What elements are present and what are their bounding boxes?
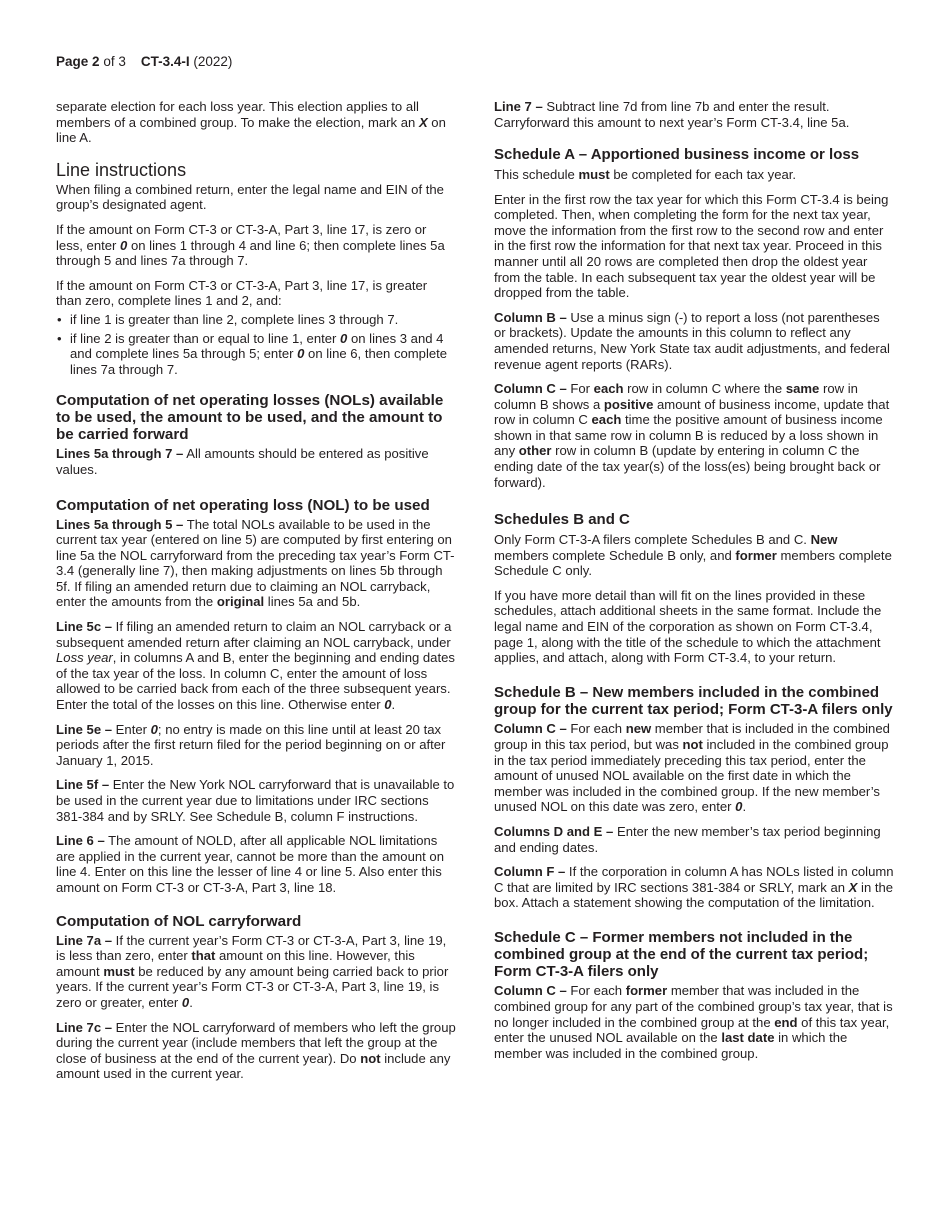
column-f-paragraph: Column F – If the corporation in column A has NOLs listed in column C that are limited by IRC sections 381-384 or SRLY, mark an X in the box. Attach a statement showing the computation of the limitation. [494, 864, 894, 911]
column-b-paragraph: Column B – Use a minus sign (-) to report a loss (not parentheses or brackets). Update the amounts in this column to reflect any amended returns, New York State tax audit adjustments, and federal revenue agent reports (RARs). [494, 309, 890, 372]
schedules-b-c-paragraph: Only Form CT-3-A filers complete Schedules B and C. New members complete Schedule B only, and former members complete Schedule C only. [494, 532, 892, 579]
schedule-a-first-row-paragraph: Enter in the first row the tax year for which this Form CT-3.4 is being completed. Then, when completing the form for the next tax year, move the information from the first row to the second row and enter in the first row the information for that next tax year. Proceed in this manner until all 20 rows are completed then drop the oldest year from the table. In each subsequent tax year the oldest year will be dropped from the table. [494, 191, 889, 301]
schedules-b-c-heading: Schedules B and C [494, 511, 630, 529]
combined-return-paragraph: When filing a combined return, enter the legal name and EIN of the group’s designated agent. [56, 181, 444, 213]
list-item: • if line 1 is greater than line 2, complete lines 3 through 7. [57, 311, 399, 327]
line-5f-paragraph: Line 5f – Enter the New York NOL carryforward that is unavailable to be used in the current year due to limitations under IRC sections 381-384 and by SRLY. See Schedule B, column F instructions. [56, 777, 455, 824]
greater-than-zero-paragraph: If the amount on Form CT-3 or CT-3-A, Part 3, line 17, is greater than zero, complete lines 1 and 2, and: [56, 277, 428, 309]
right-column [494, 99, 894, 1070]
lines-5a-5-paragraph: Lines 5a through 5 – The total NOLs available to be used in the current tax year (entered on line 5) are computed by first entering on line 5a the NOL carryforward from the preceding tax year’s Form CT-3.4 (generally line 7), then making adjustments on lines 5b through 5f. If filing an amended return due to claiming an NOL carryback, enter the amounts from the original lines 5a and 5b. [56, 516, 455, 610]
column-c-paragraph: Column C – For each row in column C where the same row in column B shows a positive amount of business income, update that row in column C each time the positive amount of business income shown in that same row in column B is reduced by a loss shown in any other row in column B (update by entering in column C the ending date of the tax year(s) of the loss(es) being brought back or forward). [494, 381, 890, 490]
line-6-paragraph: Line 6 – The amount of NOLD, after all applicable NOL limitations are applied in the current year, cannot be more than the amount on line 4. Enter on this line the lesser of line 4 or line 5. Also enter this amount on Form CT-3 or CT-3-A, Part 3, line 18. [56, 833, 444, 895]
left-column [56, 99, 456, 1091]
schedule-b-column-c-paragraph: Column C – For each new member that is included in the combined group in this tax period, but was not included in the combined group in the tax period immediately preceding this tax period, enter the amount of unused NOL available on the first date in which the member was included in the combined group. If the new member’s unused NOL on this date was zero, enter 0. [494, 721, 890, 815]
zero-or-less-paragraph: If the amount on Form CT-3 or CT-3-A, Part 3, line 17, is zero or less, enter 0 on lines 1 through 4 and line 6; then complete lines 5a through 5 and lines 7a through 7. [56, 221, 445, 269]
page-of-total: of 3 [103, 54, 126, 69]
lines-5a-7-paragraph: Lines 5a through 7 – All amounts should be entered as positive values. [56, 446, 429, 477]
nols-heading: Computation of net operating losses (NOLs) available to be used, the amount to be used, and the amount to be carried forward [56, 392, 444, 444]
carryforward-heading: Computation of NOL carryforward [56, 912, 302, 930]
line-5c-paragraph: Line 5c – If filing an amended return to claim an NOL carryback or a subsequent amended return after claiming an NOL carryback, under Loss year, in columns A and B, enter the beginning and ending dates of the tax year of the loss. In column C, enter the amount of loss allowed to be carried back from each of the three subsequent years. Enter the total of the losses on this line. Otherwise enter 0. [56, 619, 455, 713]
line-7-paragraph: Line 7 – Subtract line 7d from line 7b and enter the result. Carryforward this amount to next year’s Form CT-3.4, line 5a. [494, 99, 850, 130]
form-id: CT-3.4-I [140, 54, 190, 69]
columns-d-e-paragraph: Columns D and E – Enter the new member’s tax period beginning and ending dates. [494, 823, 881, 855]
schedule-c-heading: Schedule C – Former members not included in the combined group at the end of the current tax period; Form CT-3-A filers only [494, 928, 869, 980]
line-7a-paragraph: Line 7a – If the current year’s Form CT-3 or CT-3-A, Part 3, line 19, is less than zero, enter that amount on this line. However, this amount must be reduced by any amount being carried back to prior years. If the current year’s Form CT-3 or CT-3-A, Part 3, line 19, is zero or greater, enter 0. [56, 932, 449, 1010]
nol-used-heading: Computation of net operating loss (NOL) to be used [56, 496, 430, 514]
schedule-a-heading: Schedule A – Apportioned business income or loss [494, 146, 860, 164]
line-7c-paragraph: Line 7c – Enter the NOL carryforward of members who left the group during the current year (include members that left the group at the close of business at the end of the current year). Do not include any amount used in the current year. [56, 1019, 456, 1082]
line-instructions-heading: Line instructions [56, 159, 187, 180]
list-item: • if line 2 is greater than or equal to line 1, enter 0 on lines 3 and 4 and complete lines 5a through 5; enter 0 on line 6, then complete lines 7a through 7. [57, 330, 448, 377]
conditions-list [56, 312, 456, 377]
page-label: Page [56, 54, 89, 69]
intro-paragraph: separate election for each loss year. This election applies to all members of a combined group. To make the election, mark an X on line A. [56, 99, 446, 146]
form-year: (2022) [193, 54, 233, 69]
schedule-a-must-paragraph: This schedule must be completed for each tax year. [494, 166, 797, 182]
more-detail-paragraph: If you have more detail than will fit on the lines provided in these schedules, attach additional sheets in the same format. Include the legal name and EIN of the corporation as shown on Form CT-3.4, page 1, along with the title of the schedule to which the attachment applies, and attach, along with Form CT-3.4, to your return. [494, 587, 882, 666]
schedule-b-heading: Schedule B – New members included in the combined group for the current tax period; Form CT-3-A filers only [494, 683, 893, 718]
page-header [56, 54, 232, 70]
page-number: 2 [92, 54, 100, 69]
mark-x: X [418, 114, 428, 130]
schedule-c-column-c-paragraph: Column C – For each former member that was included in the combined group for any part of the combined group’s tax year, that is no longer included in the combined group at the end of this tax year, enter the unused NOL available on the last date in which the member was included in the combined group. [494, 983, 893, 1061]
line-5e-paragraph: Line 5e – Enter 0; no entry is made on this line until at least 20 tax periods after the first return filed for the period beginning on or after January 1, 2015. [56, 721, 446, 768]
